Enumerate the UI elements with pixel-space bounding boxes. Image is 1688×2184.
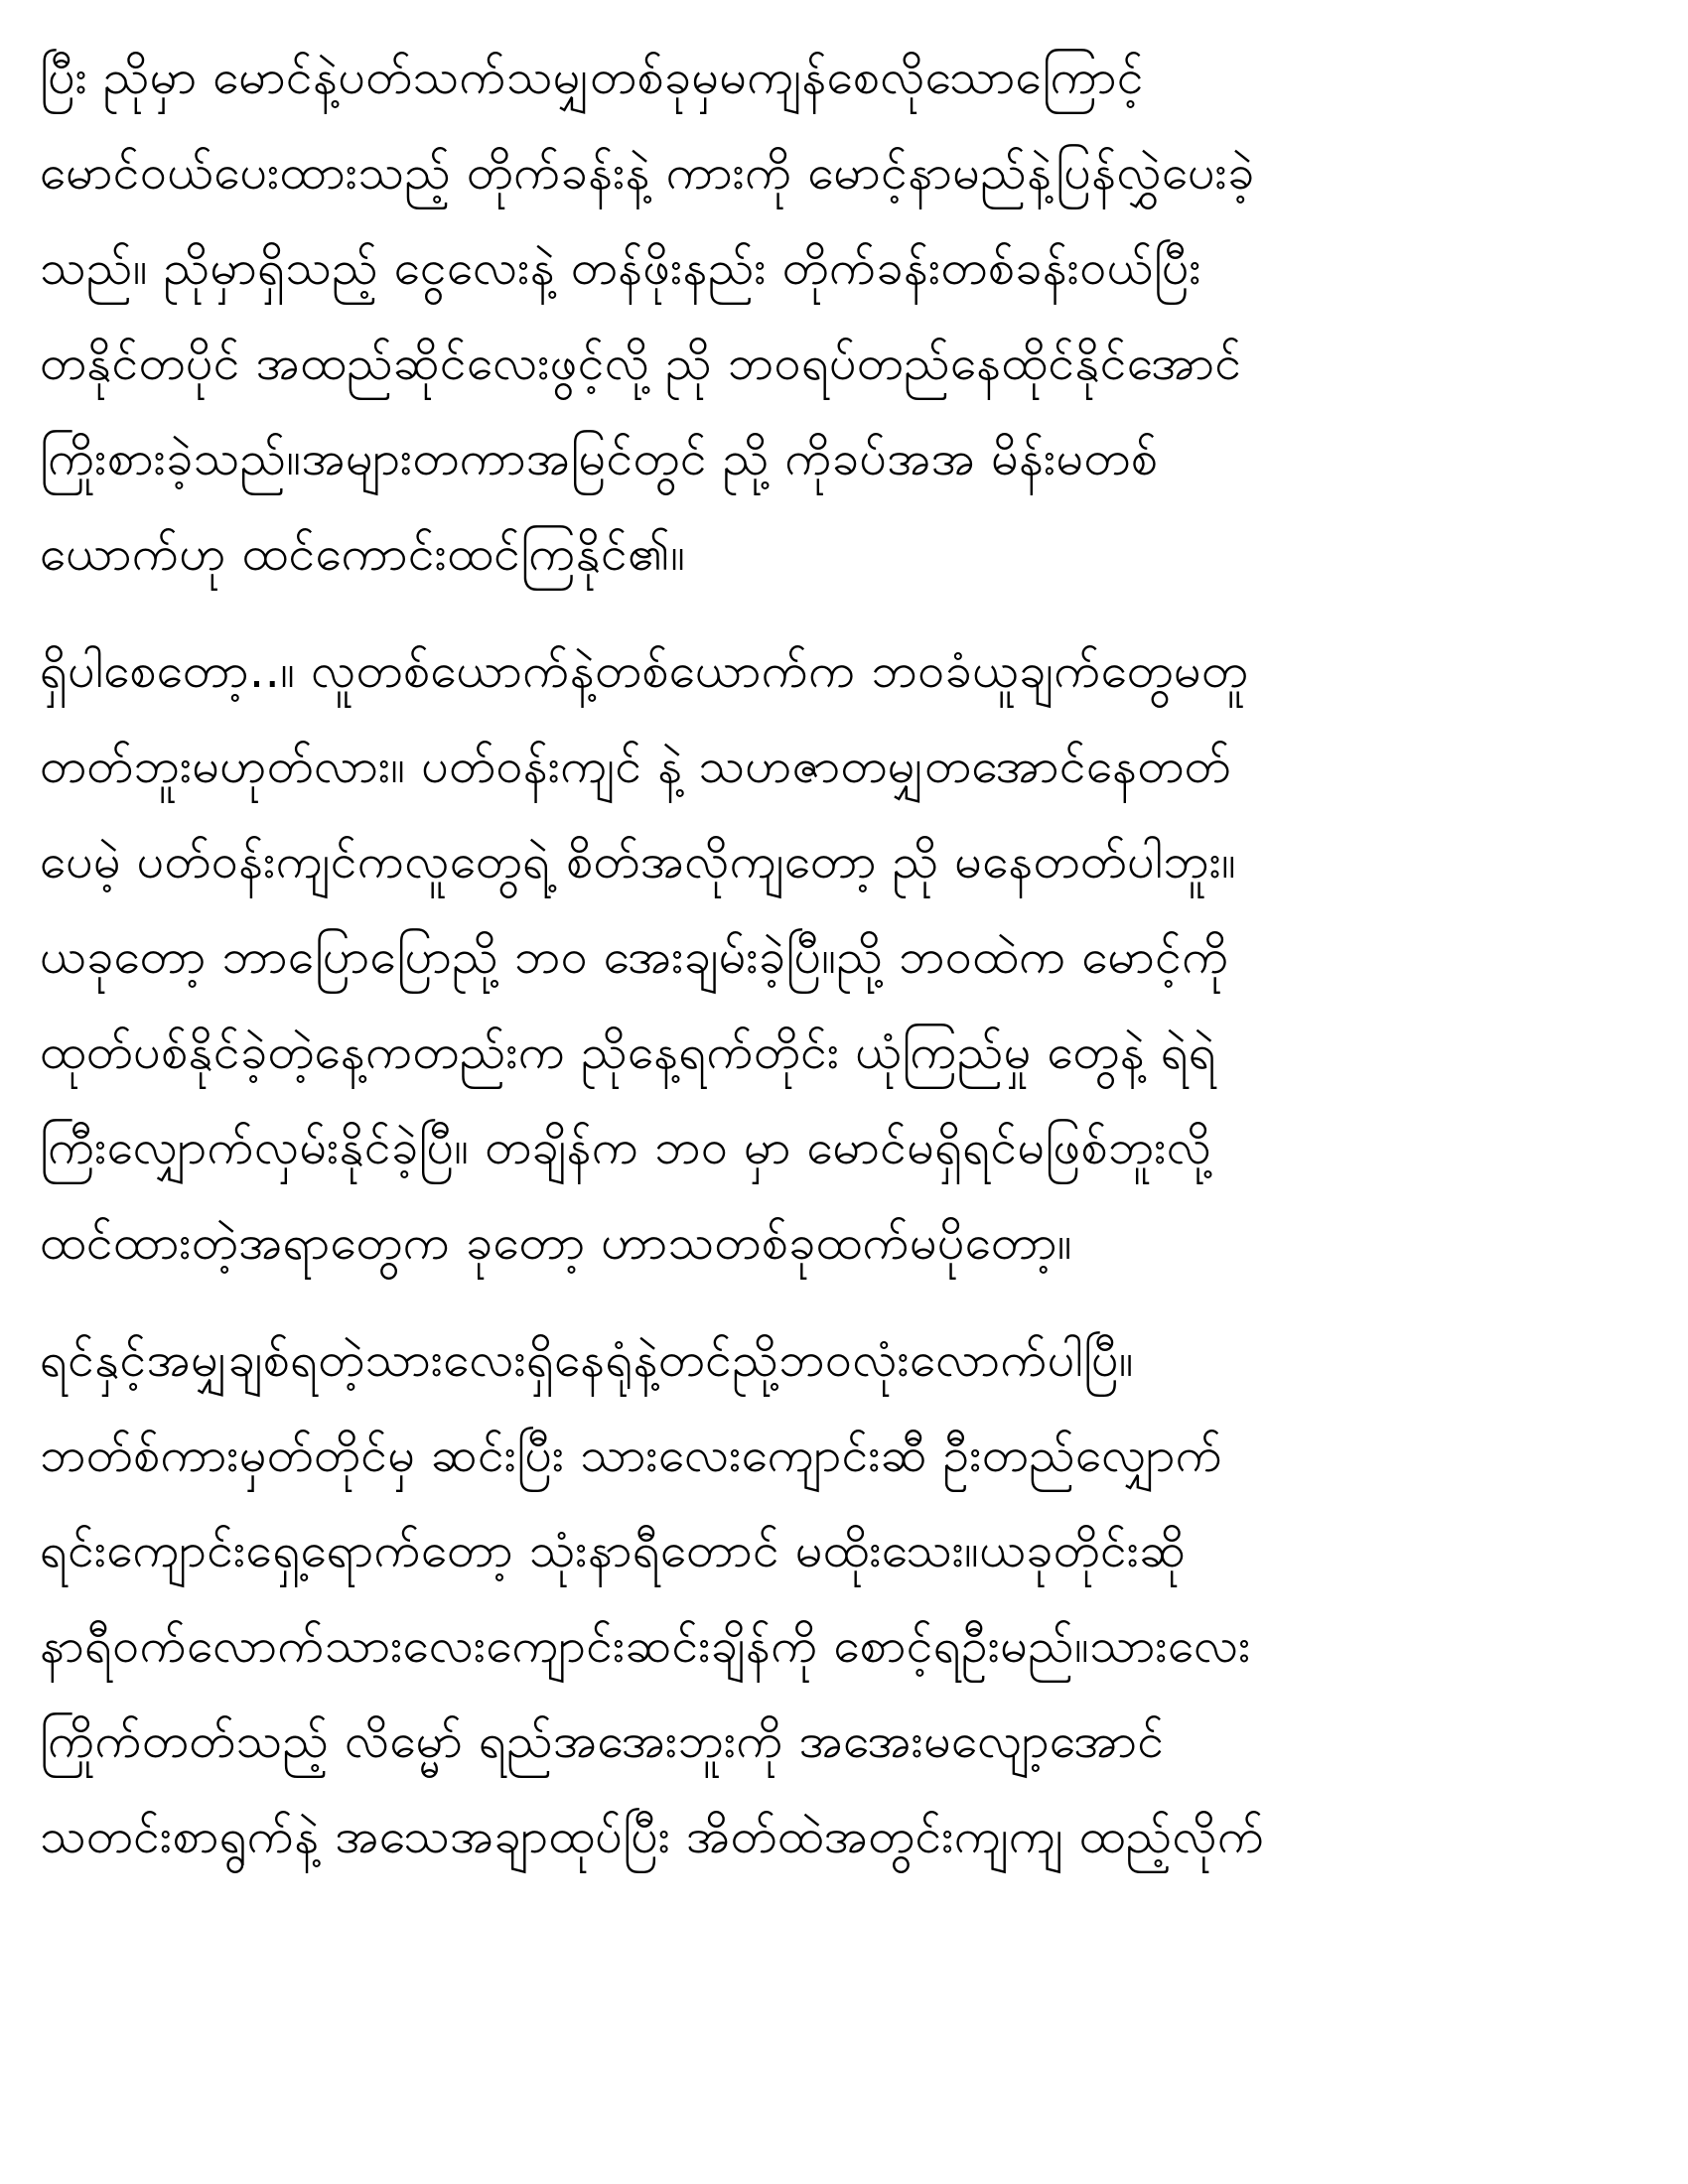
- paragraph-1: [40, 30, 1648, 602]
- text-line: ယောက်ဟု ထင်ကောင်းထင်ကြနိုင်၏။: [40, 526, 686, 582]
- text-line: ရင်နှင့်အမျှချစ်ရတဲ့သားလေးရှိနေရုံနဲ့တင်ညို့ဘဝလုံးလောက်ပါပြီ။: [40, 1332, 1134, 1388]
- paragraph-3: [40, 1312, 1648, 1884]
- text-line: တနိုင်တပိုင် အထည်ဆိုင်လေးဖွင့်လို့ ညို ဘဝရပ်တည်နေထိုင်နိုင်အောင်: [40, 336, 1242, 391]
- text-line: ရှိပါစေတော့..။ လူတစ်ယောက်နဲ့တစ်ယောက်က ဘဝခံယူချက်တွေမတူ: [40, 643, 1249, 699]
- text-line: ထုတ်ပစ်နိုင်ခဲ့တဲ့နေ့ကတည်းက ညိုနေ့ရက်တိုင်း ယုံကြည်မှု တွေနဲ့ ရဲရဲ: [40, 1024, 1216, 1080]
- text-line: ကြီးလျှောက်လှမ်းနိုင်ခဲ့ပြီ။ တချိန်က ဘဝ မှာ မောင်မရှိရင်မဖြစ်ဘူးလို့: [40, 1120, 1212, 1175]
- text-line: ရင်းကျောင်းရှေ့ရောက်တော့ သုံးနာရီတောင် မထိုးသေး။ယခုတိုင်းဆို: [40, 1523, 1187, 1578]
- text-line: ပေမဲ့ ပတ်ဝန်းကျင်ကလူတွေရဲ့ စိတ်အလိုကျတော့ ညို မနေတတ်ပါဘူး။: [40, 834, 1237, 889]
- text-line: သတင်းစာရွက်နဲ့ အသေအချာထုပ်ပြီး အိတ်ထဲအတွင်းကျကျ ထည့်လိုက်: [40, 1809, 1265, 1864]
- text-line: ကြိုးစားခဲ့သည်။အများတကာအမြင်တွင် ညို့ ကိုခပ်အအ မိန်းမတစ်: [40, 431, 1159, 486]
- text-line: တတ်ဘူးမဟုတ်လား။ ပတ်ဝန်းကျင် နဲ့ သဟဇာတမျှတအောင်နေတတ်: [40, 739, 1231, 794]
- text-line: ကြိုက်တတ်သည့် လိမ္မော် ရည်အအေးဘူးကို အအေးမလျော့အောင်: [40, 1713, 1165, 1769]
- text-line: ထင်ထားတဲ့အရာတွေက ခုတော့ ဟာသတစ်ခုထက်မပိုတော့။: [40, 1215, 1072, 1271]
- text-line: ပြီး ညိုမှာ မောင်နဲ့ပတ်သက်သမျှတစ်ခုမှမကျန်စေလိုသောကြောင့်: [40, 50, 1144, 105]
- text-line: နာရီဝက်လောက်သားလေးကျောင်းဆင်းချိန်ကို စောင့်ရဦးမည်။သားလေး: [40, 1618, 1251, 1674]
- text-line: သည်။ ညိုမှာရှိသည့် ငွေလေးနဲ့ တန်ဖိုးနည်း တိုက်ခန်းတစ်ခန်းဝယ်ပြီး: [40, 240, 1201, 296]
- paragraph-2: [40, 623, 1648, 1291]
- text-line: ယခုတော့ ဘာပြောပြောညို့ ဘဝ အေးချမ်းခဲ့ပြီ။ညို့ ဘဝထဲက မောင့်ကို: [40, 929, 1229, 985]
- text-line: မောင်ဝယ်ပေးထားသည့် တိုက်ခန်းနဲ့ ကားကို မောင့်နာမည်နဲ့ပြန်လွှဲပေးခဲ့: [40, 145, 1255, 201]
- text-line: ဘတ်စ်ကားမှတ်တိုင်မှ ဆင်းပြီး သားလေးကျောင်းဆီ ဦးတည်လျှောက်: [40, 1428, 1223, 1483]
